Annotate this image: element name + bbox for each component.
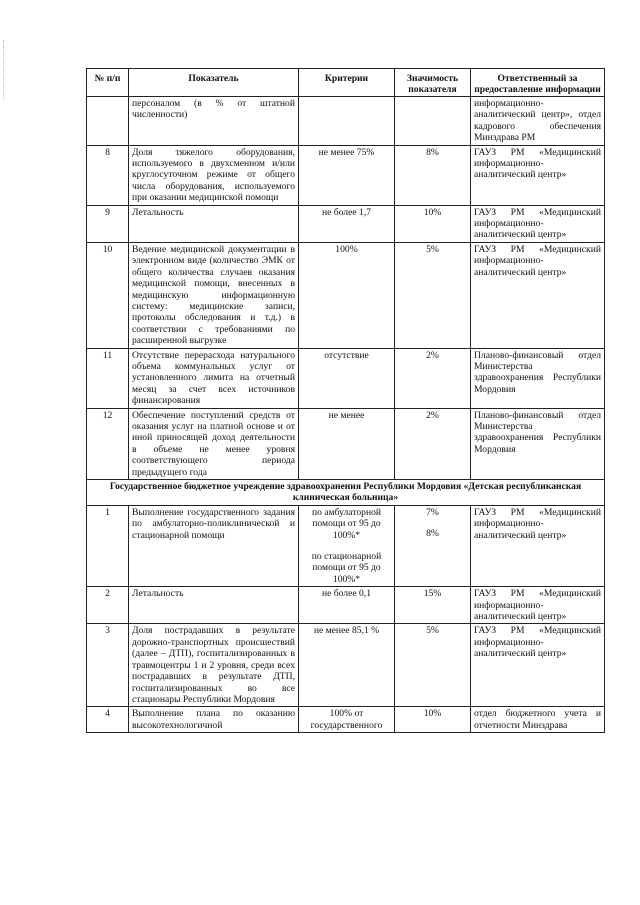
criteria-cell-text: 100% от государственного [310, 708, 383, 731]
criteria-cell-text: не более 1,7 [321, 206, 372, 218]
row-number [87, 145, 129, 205]
header-num: № п/п [87, 69, 129, 97]
significance-cell-text: 7% [426, 506, 439, 518]
responsible-cell [471, 145, 605, 205]
indicator-cell [129, 97, 299, 146]
indicator-cell-text: Доля тяжелого оборудования, используемого в двухсменном и/или круглосуточном режиме от общего числа оборудования, используемого при оказании медицинской помощи [132, 146, 295, 204]
significance-cell-text: 8% [426, 146, 439, 158]
significance-cell-text: 5% [426, 243, 439, 255]
responsible-cell-text: ГАУЗ РМ «Медицинский информационно-аналитический центр» [474, 506, 601, 541]
criteria-cell [299, 587, 395, 624]
indicator-cell [129, 242, 299, 348]
significance-cell [395, 707, 471, 733]
responsible-cell [471, 97, 605, 146]
criteria-cell [299, 242, 395, 348]
indicator-cell-text: Ведение медицинской документации в электронном виде (количество ЭМК от общего количества случаев оказания медицинской помощи, внесенных в медицинскую информационную систему: медицинские записи, протоколы обследования и т.д.) в соответствии с требованиями по расширенной выгрузке [132, 243, 295, 347]
row-number-text: 11 [102, 349, 113, 361]
row-number-text: 9 [105, 206, 110, 218]
indicator-cell [129, 505, 299, 586]
criteria-cell-text: не менее 75% [318, 146, 375, 158]
responsible-cell [471, 408, 605, 479]
criteria-cell-text: отсутствие [324, 349, 369, 361]
responsible-cell [471, 205, 605, 242]
row-number-text: 12 [102, 409, 113, 421]
table-row [87, 587, 605, 624]
significance-cell-text: 2% [426, 349, 439, 361]
header-criteria: Критерии [299, 69, 395, 97]
indicator-cell-text: Летальность [132, 206, 184, 218]
significance-cell-text: 5% [426, 625, 439, 637]
table-row [87, 505, 605, 586]
indicator-cell [129, 145, 299, 205]
criteria-cell [299, 145, 395, 205]
significance-cell [395, 348, 471, 408]
table-row [87, 242, 605, 348]
header-significance: Значимость показателя [395, 69, 471, 97]
indicators-table [86, 68, 605, 733]
row-number [87, 505, 129, 586]
table-row [87, 205, 605, 242]
significance-cell-text: 15% [423, 588, 442, 600]
row-number-text: 10 [102, 243, 113, 255]
table-body-part-b [87, 505, 605, 732]
responsible-cell-text: ГАУЗ РМ «Медицинский информационно-аналитический центр» [474, 146, 601, 181]
criteria-cell-text: не менее 85,1 % [313, 625, 380, 637]
indicator-cell [129, 707, 299, 733]
responsible-cell-text: Планово-финансовый отдел Министерства здравоохранения Республики Мордовия [474, 409, 601, 455]
criteria-cell [299, 624, 395, 707]
criteria-cell-text: 100% [335, 243, 358, 255]
row-number-text: 8 [105, 146, 110, 158]
header-indicator: Показатель [129, 69, 299, 97]
criteria-cell-text: по амбулаторной помощи от 95 до 100%* [311, 506, 382, 541]
indicator-cell [129, 348, 299, 408]
significance-cell-text: 2% [426, 409, 439, 421]
table-row [87, 348, 605, 408]
criteria-cell-text: не более 0,1 [321, 588, 372, 600]
table-row [87, 97, 605, 146]
row-number [87, 348, 129, 408]
significance-cell [395, 505, 471, 586]
indicator-cell [129, 408, 299, 479]
indicator-cell-text: персоналом (в % от штатной численности) [132, 98, 295, 121]
indicator-cell [129, 587, 299, 624]
responsible-cell [471, 707, 605, 733]
indicator-cell-text: Доля пострадавших в результате дорожно-транспортных происшествий (далее – ДТП), госпитализированных в травмоцентры 1 и 2 уровня, среди всех пострадавших в результате ДТП, госпитализированных во все стационары Республики Мордовия [132, 625, 295, 705]
responsible-cell [471, 505, 605, 586]
row-number [87, 624, 129, 707]
significance-cell [395, 205, 471, 242]
table-header-row [87, 69, 605, 97]
criteria-cell [299, 205, 395, 242]
section-row [87, 480, 605, 506]
row-number [87, 242, 129, 348]
significance-cell [395, 587, 471, 624]
row-number [87, 587, 129, 624]
table-row [87, 624, 605, 707]
indicator-cell-text: Обеспечение поступлений средств от оказания услуг на платной основе и от иной приносящей доход деятельности в объеме не менее уровня соответствующего периода предыдущего года [132, 409, 295, 478]
indicator-cell [129, 205, 299, 242]
responsible-cell-text: ГАУЗ РМ «Медицинский информационно-аналитический центр» [474, 625, 601, 660]
table-row [87, 408, 605, 479]
significance-cell-text-2: 8% [426, 528, 439, 540]
criteria-cell [299, 97, 395, 146]
table-row [87, 707, 605, 733]
responsible-cell-text: ГАУЗ РМ «Медицинский информационно-аналитический центр» [474, 243, 601, 278]
responsible-cell-text: ГАУЗ РМ «Медицинский информационно-аналитический центр» [474, 588, 601, 623]
indicator-cell-text: Выполнение государственного задания по амбулаторно-поликлинической и стационарной помощи [132, 506, 295, 541]
row-number-text: 2 [105, 588, 110, 600]
responsible-cell [471, 624, 605, 707]
indicator-cell [129, 624, 299, 707]
table-body-part-a [87, 97, 605, 480]
indicator-cell-text: Отсутствие перерасхода натурального объема коммунальных услуг от установленного лимита на отчетный месяц за счет всех источников финансирования [132, 349, 295, 407]
section-title: Государственное бюджетное учреждение здравоохранения Республики Мордовия «Детская республиканская клиническая больница» [87, 480, 605, 506]
responsible-cell-text: отдел бюджетного учета и отчетности Минздрава [474, 708, 601, 731]
significance-cell [395, 624, 471, 707]
significance-cell [395, 97, 471, 146]
criteria-cell-text-2: по стационарной помощи от 95 до 100%* [311, 551, 382, 585]
indicator-cell-text: Летальность [132, 588, 184, 600]
criteria-cell [299, 707, 395, 733]
responsible-cell-text: информационно-аналитический центр», отдел кадрового обеспечения Минздрава РМ [474, 98, 601, 144]
criteria-cell-text: не менее [328, 409, 365, 421]
row-number [87, 97, 129, 146]
responsible-cell-text: ГАУЗ РМ «Медицинский информационно-аналитический центр» [474, 206, 601, 241]
responsible-cell [471, 242, 605, 348]
row-number [87, 408, 129, 479]
row-number [87, 707, 129, 733]
header-responsible: Ответственный за предоставление информации [471, 69, 605, 97]
table-row [87, 145, 605, 205]
criteria-cell [299, 505, 395, 586]
significance-cell [395, 408, 471, 479]
responsible-cell [471, 348, 605, 408]
row-number-text: 1 [105, 506, 110, 518]
significance-cell-text: 10% [423, 206, 442, 218]
responsible-cell [471, 587, 605, 624]
criteria-cell [299, 348, 395, 408]
scan-edge-marks [3, 40, 6, 100]
responsible-cell-text: Планово-финансовый отдел Министерства здравоохранения Республики Мордовия [474, 349, 601, 395]
significance-cell [395, 242, 471, 348]
significance-cell-text: 10% [423, 708, 442, 720]
row-number [87, 205, 129, 242]
row-number-text: 3 [105, 625, 110, 637]
criteria-cell [299, 408, 395, 479]
indicator-cell-text: Выполнение плана по оказанию высокотехнологичной [132, 708, 295, 731]
significance-cell [395, 145, 471, 205]
row-number-text: 4 [105, 708, 110, 720]
